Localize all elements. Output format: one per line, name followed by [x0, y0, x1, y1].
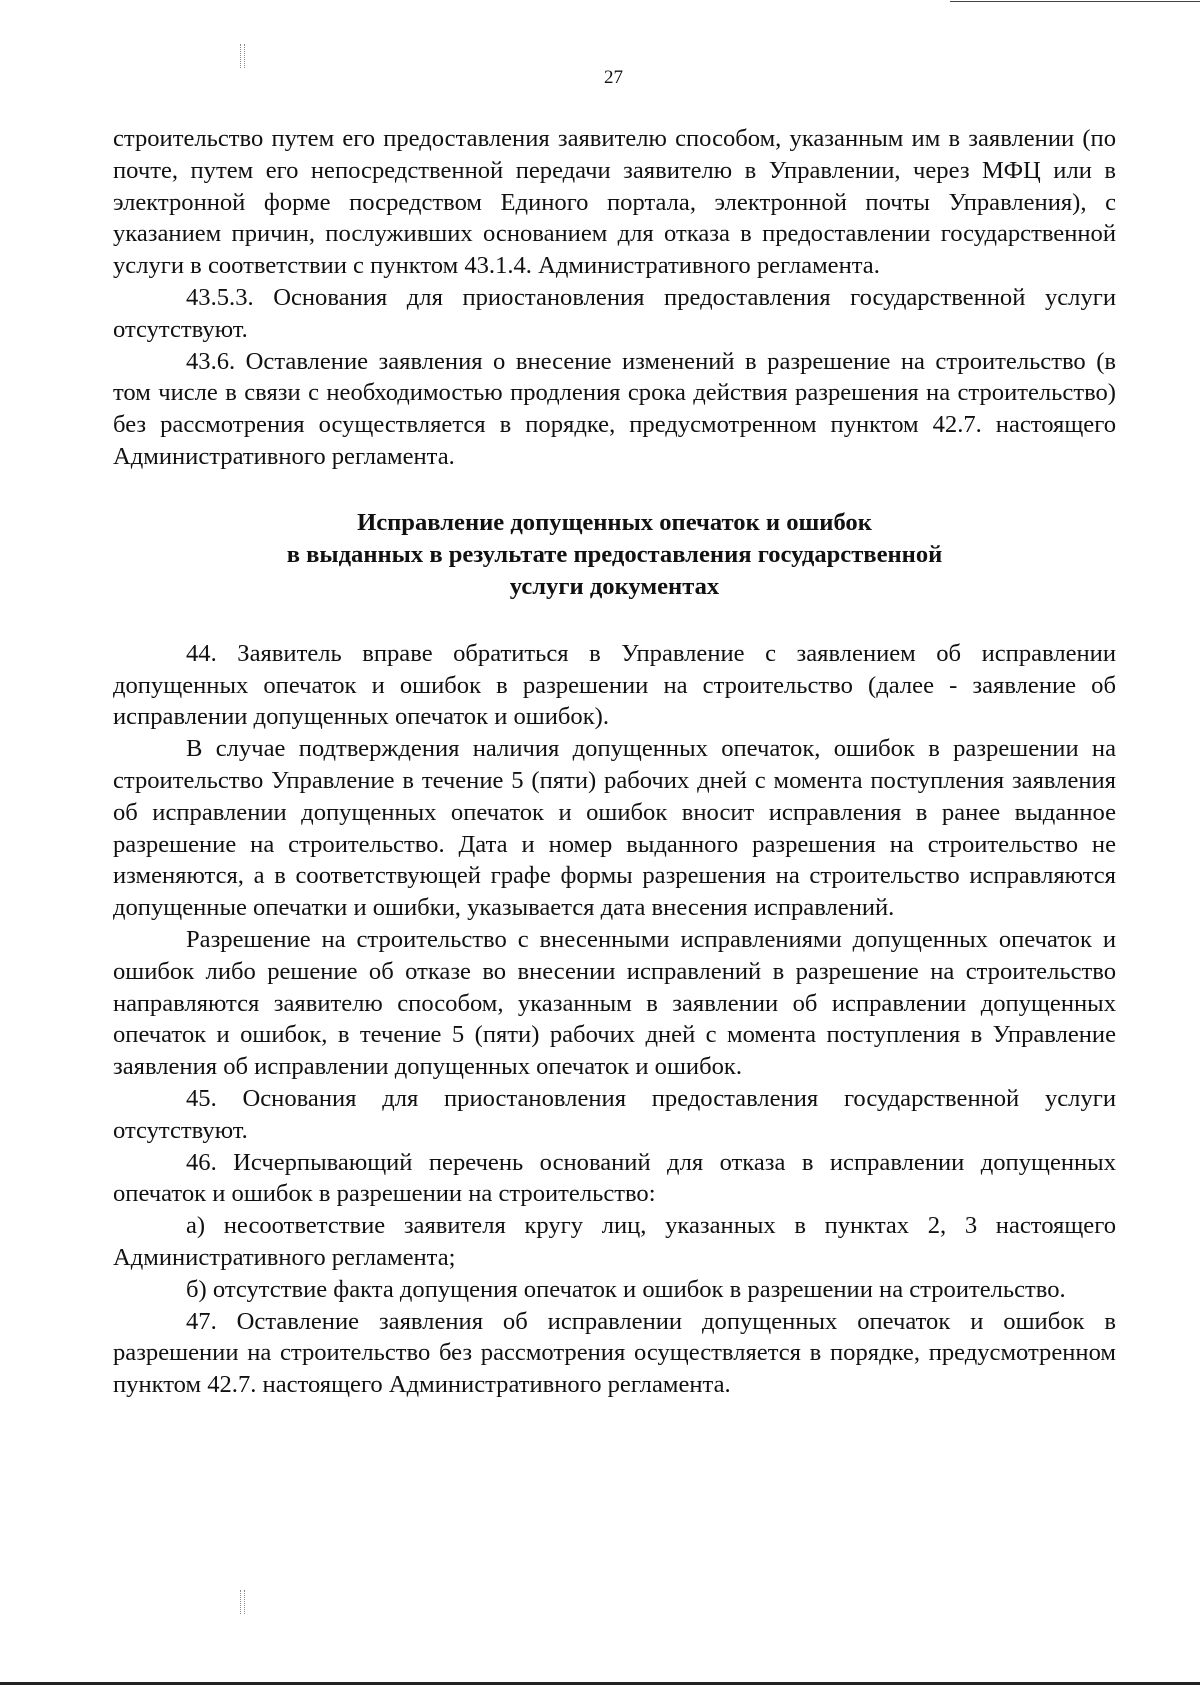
scan-edge-bottom [0, 1682, 1200, 1685]
paragraph: строительство путем его предоставления заявителю способом, указанным им в заявлении (по почте, путем его непосредственной передачи заявителю в Управлении, через МФЦ или в электронной форме посредством Единого портала, электронной почты Управления), с указанием причин, послуживших основанием для отказа в предоставлении государственной услуги в соответствии с пунктом 43.1.4. Административного регламента. [113, 125, 1116, 280]
page-number: 27 [604, 67, 623, 88]
paragraph: В случае подтверждения наличия допущенных опечаток, ошибок в разрешении на строительство Управление в течение 5 (пяти) рабочих дней с момента поступления заявления об исправлении допущенных опечаток и ошибок вносит исправления в ранее выданное разрешение на строительство. Дата и номер выданного разрешения на строительство не изменяются, а в соответствующей графе формы разрешения на строительство исправляются допущенные опечатки и ошибки, указывается дата внесения исправлений. [113, 735, 1116, 922]
paragraph: 45. Основания для приостановления предоставления государственной услуги отсутствуют. [113, 1084, 1116, 1144]
heading-line: Исправление допущенных опечаток и ошибок [357, 508, 872, 536]
scan-mark [240, 1590, 245, 1614]
document-body [113, 123, 1116, 1401]
heading-line: в выданных в результате предоставления государственной [286, 540, 943, 568]
paragraph: 43.5.3. Основания для приостановления предоставления государственной услуги отсутствуют. [113, 283, 1116, 343]
list-item: а) несоответствие заявителя кругу лиц, указанных в пунктах 2, 3 настоящего Административного регламента; [113, 1212, 1116, 1271]
paragraph: 47. Оставление заявления об исправлении допущенных опечаток и ошибок в разрешении на строительство без рассмотрения осуществляется в порядке, предусмотренном пунктом 42.7. настоящего Административного регламента. [113, 1307, 1116, 1399]
list-item: б) отсутствие факта допущения опечаток и ошибок в разрешении на строительство. [186, 1275, 1066, 1303]
paragraph: 46. Исчерпывающий перечень оснований для отказа в исправлении допущенных опечаток и ошибок в разрешении на строительство: [113, 1148, 1116, 1208]
scan-mark [240, 44, 245, 68]
scan-edge-top [950, 1, 1200, 2]
paragraph: 43.6. Оставление заявления о внесение изменений в разрешение на строительство (в том числе в связи с необходимостью продления срока действия разрешения на строительство) без рассмотрения осуществляется в порядке, предусмотренном пунктом 42.7. настоящего Административного регламента. [113, 347, 1116, 470]
paragraph: Разрешение на строительство с внесенными исправлениями допущенных опечаток и ошибок либо решение об отказе во внесении исправлений в разрешение на строительство направляются заявителю способом, указанным в заявлении об исправлении допущенных опечаток и ошибок, в течение 5 (пяти) рабочих дней с момента поступления в Управление заявления об исправлении допущенных опечаток и ошибок. [113, 925, 1116, 1081]
paragraph: 44. Заявитель вправе обратиться в Управление с заявлением об исправлении допущенных опечаток и ошибок в разрешении на строительство (далее - заявление об исправлении допущенных опечаток и ошибок). [113, 639, 1116, 731]
section-heading [113, 507, 1116, 603]
heading-line: услуги документах [509, 572, 720, 600]
